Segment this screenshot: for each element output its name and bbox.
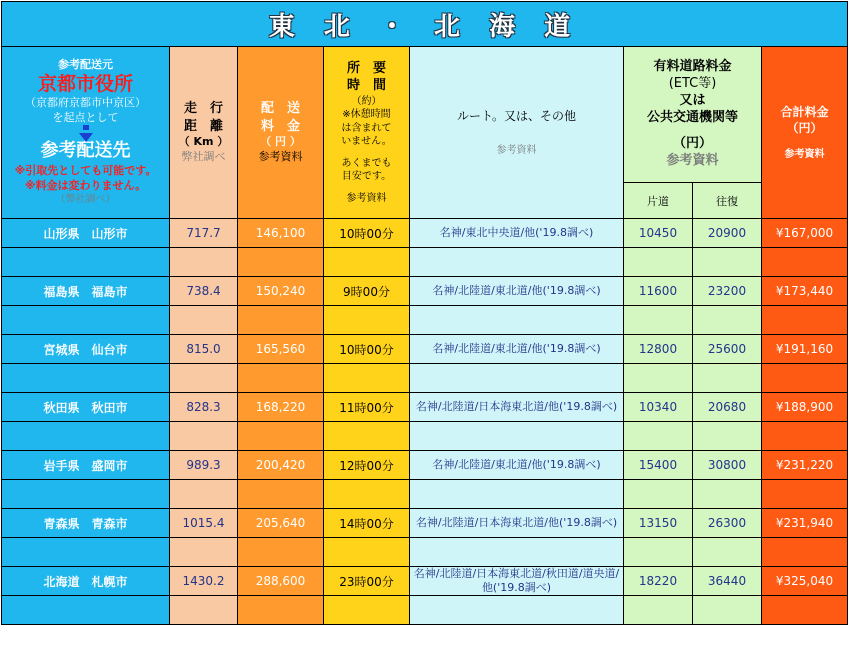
origin-address: （京都府京都市中京区） xyxy=(25,95,146,109)
toll-header xyxy=(624,47,762,183)
spacer-cell xyxy=(324,596,410,625)
table-row xyxy=(2,509,848,538)
distance-header-source: 弊社調べ xyxy=(181,150,226,164)
destination-cell: 宮城県 仙台市 xyxy=(2,335,170,364)
distance-cell: 738.4 xyxy=(170,277,238,306)
distance-cell: 989.3 xyxy=(170,451,238,480)
spacer-cell xyxy=(170,538,238,567)
spacer-cell xyxy=(238,422,324,451)
destination-cell: 岩手県 盛岡市 xyxy=(2,451,170,480)
total-cell: ¥173,440 xyxy=(762,277,848,306)
spacer-cell xyxy=(2,306,170,335)
toll-one-way-cell: 10450 xyxy=(624,219,693,248)
toll-header-unit: （円） xyxy=(672,136,712,152)
route-cell: 名神/北陸道/日本海東北道/他('19.8調べ) xyxy=(410,393,624,422)
toll-header-line2: (ETC等) xyxy=(668,75,717,91)
total-cell: ¥167,000 xyxy=(762,219,848,248)
toll-round-trip-cell: 26300 xyxy=(693,509,762,538)
spacer-cell xyxy=(693,596,762,625)
spacer-cell xyxy=(324,422,410,451)
spacer-row xyxy=(2,306,848,335)
route-cell: 名神/北陸道/日本海東北道/秋田道/道央道/他('19.8調べ) xyxy=(410,567,624,596)
spacer-cell xyxy=(410,538,624,567)
time-cell: 10時00分 xyxy=(324,219,410,248)
spacer-cell xyxy=(238,248,324,277)
spacer-cell xyxy=(410,596,624,625)
toll-one-way-cell: 18220 xyxy=(624,567,693,596)
total-header-line1: 合計料金 xyxy=(780,104,829,119)
route-header-title: ルート。又は、その他 xyxy=(457,108,576,123)
spacer-cell xyxy=(762,306,848,335)
spacer-cell xyxy=(238,480,324,509)
toll-round-trip-cell: 25600 xyxy=(693,335,762,364)
distance-header-line2: 距 離 xyxy=(183,118,223,134)
fare-header-source: 参考資料 xyxy=(258,150,303,164)
fare-cell: 150,240 xyxy=(238,277,324,306)
toll-round-trip-cell: 20900 xyxy=(693,219,762,248)
table-row xyxy=(2,567,848,596)
total-header xyxy=(762,47,848,219)
toll-header-line4: 公共交通機関等 xyxy=(646,109,738,125)
spacer-cell xyxy=(2,596,170,625)
toll-one-way-cell: 12800 xyxy=(624,335,693,364)
distance-cell: 1430.2 xyxy=(170,567,238,596)
spacer-cell xyxy=(624,538,693,567)
spacer-cell xyxy=(238,538,324,567)
spacer-row xyxy=(2,538,848,567)
spacer-cell xyxy=(2,422,170,451)
spacer-cell xyxy=(324,248,410,277)
time-cell: 9時00分 xyxy=(324,277,410,306)
route-cell: 名神/北陸道/東北道/他('19.8調べ) xyxy=(410,451,624,480)
fare-header-unit: （ 円 ） xyxy=(260,135,301,149)
toll-header-source: 参考資料 xyxy=(666,153,719,169)
origin-label: 参考配送元 xyxy=(58,58,113,72)
toll-one-way-cell: 10340 xyxy=(624,393,693,422)
route-cell: 名神/東北中央道/他('19.8調べ) xyxy=(410,219,624,248)
spacer-row xyxy=(2,596,848,625)
spacer-cell xyxy=(170,422,238,451)
total-cell: ¥188,900 xyxy=(762,393,848,422)
fare-cell: 168,220 xyxy=(238,393,324,422)
spacer-cell xyxy=(2,364,170,393)
distance-cell: 828.3 xyxy=(170,393,238,422)
origin-header xyxy=(2,47,170,219)
fare-header xyxy=(238,47,324,219)
time-cell: 11時00分 xyxy=(324,393,410,422)
destination-cell: 福島県 福島市 xyxy=(2,277,170,306)
route-cell: 名神/北陸道/東北道/他('19.8調べ) xyxy=(410,335,624,364)
price-note: ※料金は変わりません。 xyxy=(24,178,147,192)
spacer-cell xyxy=(762,248,848,277)
spacer-cell xyxy=(624,422,693,451)
time-header xyxy=(324,47,410,219)
table-row xyxy=(2,335,848,364)
time-header-approx: （約） xyxy=(351,95,382,107)
spacer-cell xyxy=(238,364,324,393)
total-header-unit: （円） xyxy=(786,120,823,135)
spacer-cell xyxy=(762,480,848,509)
origin-start-label: を起点として xyxy=(52,110,119,124)
spacer-cell xyxy=(170,306,238,335)
fare-cell: 146,100 xyxy=(238,219,324,248)
time-header-line1: 所 要 xyxy=(346,60,386,76)
spacer-cell xyxy=(410,480,624,509)
spacer-cell xyxy=(170,480,238,509)
route-cell: 名神/北陸道/日本海東北道/他('19.8調べ) xyxy=(410,509,624,538)
total-cell: ¥191,160 xyxy=(762,335,848,364)
distance-cell: 815.0 xyxy=(170,335,238,364)
spacer-cell xyxy=(624,480,693,509)
spacer-cell xyxy=(693,538,762,567)
destination-cell: 青森県 青森市 xyxy=(2,509,170,538)
spacer-cell xyxy=(693,248,762,277)
fare-cell: 165,560 xyxy=(238,335,324,364)
distance-cell: 717.7 xyxy=(170,219,238,248)
time-header-note1: ※休憩時間 xyxy=(342,109,391,121)
toll-one-way-cell: 11600 xyxy=(624,277,693,306)
spacer-cell xyxy=(410,422,624,451)
round-trip-header: 往復 xyxy=(693,183,762,219)
time-cell: 14時00分 xyxy=(324,509,410,538)
route-header-source: 参考資料 xyxy=(496,144,537,156)
total-cell: ¥325,040 xyxy=(762,567,848,596)
spacer-cell xyxy=(324,480,410,509)
spacer-cell xyxy=(693,364,762,393)
fare-cell: 200,420 xyxy=(238,451,324,480)
spacer-cell xyxy=(324,538,410,567)
spacer-row xyxy=(2,422,848,451)
distance-header-unit: （ Km ） xyxy=(178,135,229,149)
table-row xyxy=(2,277,848,306)
spacer-cell xyxy=(624,306,693,335)
spacer-cell xyxy=(624,248,693,277)
spacer-cell xyxy=(624,596,693,625)
distance-header xyxy=(170,47,238,219)
time-header-line2: 時 間 xyxy=(346,78,386,94)
spacer-cell xyxy=(2,248,170,277)
arrow-down-icon xyxy=(2,125,169,137)
time-cell: 10時00分 xyxy=(324,335,410,364)
time-header-source: 参考資料 xyxy=(346,192,387,204)
spacer-cell xyxy=(410,248,624,277)
spacer-cell xyxy=(170,596,238,625)
spacer-cell xyxy=(693,422,762,451)
route-cell: 名神/北陸道/東北道/他('19.8調べ) xyxy=(410,277,624,306)
destination-cell: 北海道 札幌市 xyxy=(2,567,170,596)
spacer-cell xyxy=(693,480,762,509)
fare-header-line2: 料 金 xyxy=(260,118,300,134)
origin-source: （弊社調べ） xyxy=(55,194,116,206)
toll-one-way-cell: 15400 xyxy=(624,451,693,480)
spacer-cell xyxy=(624,364,693,393)
time-header-note3: いません。 xyxy=(341,136,392,148)
toll-one-way-cell: 13150 xyxy=(624,509,693,538)
distance-header-line1: 走 行 xyxy=(183,101,223,117)
time-header-note2: は含まれて xyxy=(341,122,392,134)
destination-label: 参考配送先 xyxy=(40,140,131,162)
fare-cell: 288,600 xyxy=(238,567,324,596)
destination-cell: 秋田県 秋田市 xyxy=(2,393,170,422)
spacer-cell xyxy=(762,538,848,567)
spacer-cell xyxy=(324,306,410,335)
toll-header-line3: 又は xyxy=(679,92,706,108)
time-cell: 12時00分 xyxy=(324,451,410,480)
spacer-cell xyxy=(170,248,238,277)
spacer-cell xyxy=(170,364,238,393)
toll-round-trip-cell: 23200 xyxy=(693,277,762,306)
table-row xyxy=(2,451,848,480)
spacer-row xyxy=(2,480,848,509)
spacer-cell xyxy=(238,596,324,625)
total-header-source: 参考資料 xyxy=(784,148,825,160)
distance-cell: 1015.4 xyxy=(170,509,238,538)
origin-name: 京都市役所 xyxy=(37,72,133,95)
table-title: 東 北 ・ 北 海 道 xyxy=(2,2,848,47)
spacer-cell xyxy=(762,364,848,393)
one-way-header: 片道 xyxy=(624,183,693,219)
toll-round-trip-cell: 20680 xyxy=(693,393,762,422)
total-cell: ¥231,940 xyxy=(762,509,848,538)
toll-header-line1: 有料道路料金 xyxy=(653,58,732,74)
table-row xyxy=(2,393,848,422)
delivery-price-table xyxy=(1,1,848,625)
table-row xyxy=(2,219,848,248)
fare-cell: 205,640 xyxy=(238,509,324,538)
fare-header-line1: 配 送 xyxy=(260,101,300,117)
time-header-note4: あくまでも xyxy=(341,157,392,169)
spacer-cell xyxy=(2,538,170,567)
toll-round-trip-cell: 36440 xyxy=(693,567,762,596)
spacer-cell xyxy=(2,480,170,509)
toll-round-trip-cell: 30800 xyxy=(693,451,762,480)
spacer-cell xyxy=(693,306,762,335)
spacer-row xyxy=(2,364,848,393)
destination-cell: 山形県 山形市 xyxy=(2,219,170,248)
spacer-cell xyxy=(410,306,624,335)
pickup-note: ※引取先としても可能です。 xyxy=(14,163,157,177)
spacer-row xyxy=(2,248,848,277)
spacer-cell xyxy=(762,596,848,625)
total-cell: ¥231,220 xyxy=(762,451,848,480)
spacer-cell xyxy=(762,422,848,451)
spacer-cell xyxy=(324,364,410,393)
time-cell: 23時00分 xyxy=(324,567,410,596)
route-header xyxy=(410,47,624,219)
spacer-cell xyxy=(238,306,324,335)
spacer-cell xyxy=(410,364,624,393)
time-header-note5: 目安です。 xyxy=(341,171,392,183)
